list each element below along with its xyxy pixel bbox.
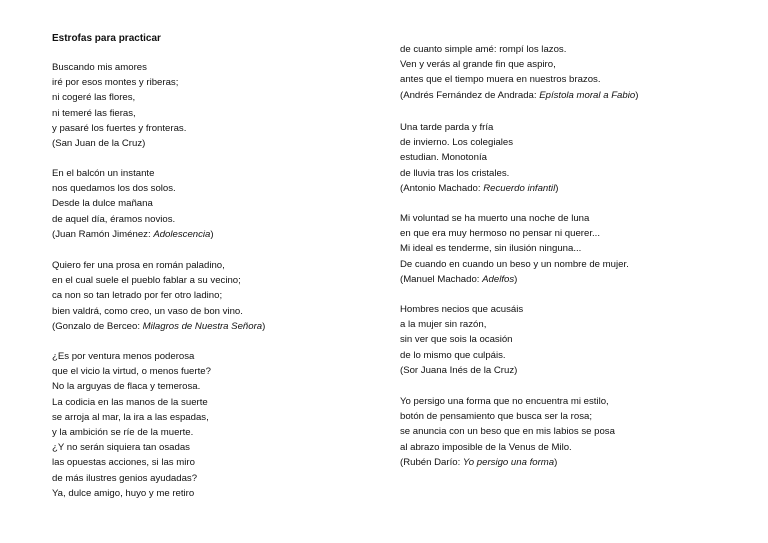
attribution-work-title: Adelfos (482, 273, 515, 285)
attribution-work-title: Recuerdo infantil (483, 182, 556, 194)
poem-line: en el cual suele el pueblo fablar a su vecino; (52, 275, 241, 287)
poem-line: La codicia en las manos de la suerte (52, 396, 208, 408)
poem-line: de lluvia tras los cristales. (400, 167, 510, 179)
poem-line: estudian. Monotonía (400, 152, 487, 164)
poem-line: botón de pensamiento que busca ser la rosa; (400, 411, 593, 423)
attribution-author: (Manuel Machado: (400, 273, 483, 285)
poem-line: las opuestas acciones, si las miro (52, 457, 195, 469)
poem-stanza (52, 166, 214, 242)
poem-line: antes que el tiempo muera en nuestros brazos. (400, 74, 601, 86)
poem-line: ¿Es por ventura menos poderosa (52, 351, 195, 362)
attribution-author: (Gonzalo de Berceo: (52, 320, 143, 332)
poem-stanza (400, 211, 629, 287)
poem-line: Desde la dulce mañana (52, 198, 153, 210)
poem-stanza (52, 349, 211, 501)
poem-attribution (400, 455, 615, 470)
poem-line: al abrazo imposible de la Venus de Milo. (400, 441, 572, 453)
poem-line: en que era muy hermoso no pensar ni querer... (400, 228, 600, 240)
attribution-close: ) (554, 456, 558, 468)
poem-line: sin ver que sois la ocasión (400, 334, 513, 346)
attribution-author: (Juan Ramón Jiménez: (52, 228, 154, 240)
poem-line: nos quedamos los dos solos. (52, 183, 176, 195)
attribution-author: (Andrés Fernández de Andrada: (400, 89, 540, 101)
attribution-close: ) (262, 320, 266, 332)
poem-line: ni temeré las fieras, (52, 107, 136, 119)
poem-stanza (400, 42, 638, 103)
poem-line: Una tarde parda y fría (400, 122, 494, 133)
poem-line: Yo persigo una forma que no encuentra mi estilo, (400, 396, 609, 407)
poem-attribution (400, 181, 558, 196)
poem-stanza (52, 60, 186, 151)
poem-line: ca non so tan letrado por fer otro ladino; (52, 290, 223, 302)
poem-line: de lo mismo que culpáis. (400, 349, 506, 361)
poem-line: Ya, dulce amigo, huyo y me retiro (52, 487, 195, 499)
poem-stanza (52, 258, 265, 334)
poem-line: de más ilustres genios ayudadas? (52, 472, 198, 484)
poem-line: No la arguyas de flaca y temerosa. (52, 381, 201, 393)
attribution-work-title: Epístola moral a Fabio (539, 89, 636, 101)
attribution-close: ) (555, 182, 559, 194)
attribution-author: (Rubén Darío: (400, 456, 463, 468)
attribution-author: (San Juan de la Cruz) (52, 138, 146, 150)
attribution-author: (Antonio Machado: (400, 182, 484, 194)
poem-line: Ven y verás al grande fin que aspiro, (400, 59, 556, 71)
poem-line: de aquel día, éramos novios. (52, 213, 176, 225)
poem-attribution (52, 136, 186, 151)
poem-line: Mi ideal es tenderme, sin ilusión ninguna... (400, 243, 582, 255)
poem-line: Hombres necios que acusáis (400, 304, 524, 315)
poem-line: de cuanto simple amé: rompí los lazos. (400, 44, 567, 55)
poem-line: que el vicio la virtud, o menos fuerte? (52, 366, 211, 378)
poem-attribution (400, 363, 523, 378)
poem-line: De cuando en cuando un beso y un nombre de mujer. (400, 258, 629, 270)
attribution-work-title: Yo persigo una forma (462, 456, 555, 468)
attribution-author: (Sor Juana Inés de la Cruz) (400, 364, 518, 376)
attribution-close: ) (514, 273, 518, 285)
poem-attribution (400, 272, 629, 287)
poem-line: ni cogeré las flores, (52, 92, 136, 104)
poem-stanza (400, 394, 615, 470)
poem-attribution (52, 227, 214, 242)
poem-line: ¿Y no serán siquiera tan osadas (52, 442, 190, 454)
poem-line: a la mujer sin razón, (400, 319, 487, 331)
poem-line: Buscando mis amores (52, 62, 147, 73)
poem-line: En el balcón un instante (52, 168, 155, 179)
poem-line: iré por esos montes y riberas; (52, 77, 179, 89)
poem-attribution (400, 88, 638, 103)
poem-stanza (400, 120, 558, 196)
poem-line: Mi voluntad se ha muerto una noche de luna (400, 213, 590, 224)
attribution-work-title: Adolescencia (153, 228, 211, 240)
poem-attribution (52, 319, 265, 334)
attribution-close: ) (635, 89, 639, 101)
attribution-work-title: Milagros de Nuestra Señora (142, 320, 263, 332)
attribution-close: ) (210, 228, 214, 240)
poem-line: y pasaré los fuertes y fronteras. (52, 122, 187, 134)
poem-line: y la ambición se ríe de la muerte. (52, 427, 194, 439)
poem-line: de invierno. Los colegiales (400, 137, 514, 149)
poem-line: bien valdrá, como creo, un vaso de bon vino. (52, 305, 243, 317)
page-title: Estrofas para practicar (52, 33, 161, 44)
poem-line: se anuncia con un beso que en mis labios se posa (400, 426, 615, 438)
poem-line: se arroja al mar, la ira a las espadas, (52, 411, 209, 423)
poem-line: Quiero fer una prosa en román paladino, (52, 260, 225, 271)
poem-stanza (400, 302, 523, 378)
